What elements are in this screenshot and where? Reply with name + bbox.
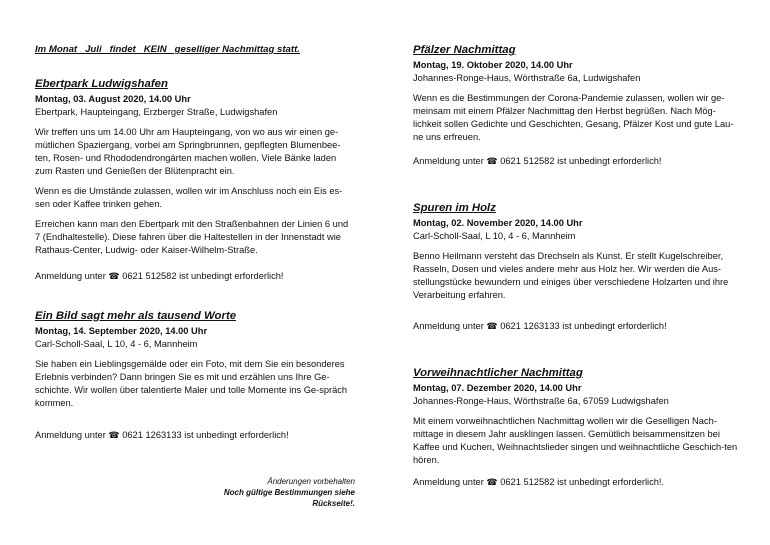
event-title: Pfälzer Nachmittag	[413, 44, 516, 56]
event-ebertpark	[35, 78, 355, 264]
event-weihnacht	[413, 367, 743, 474]
event-description: Sie haben ein Lieblingsgemälde oder ein Foto, mit dem Sie ein besonderes Erlebnis verbinden? Dann bringen Sie es mit und erzählen uns Ihre Ge-schichte. Wir wollen über talentierte Maler und tolle Momente ins Ge-spräch kommen.	[35, 359, 348, 408]
event-description: Erreichen kann man den Ebertpark mit den Straßenbahnen der Linien 6 und 7 (Endhaltestelle). Diese fahren über die Haltestellen in der Innenstadt wie Rathaus-Center, Ludwig- oder Kaiser-Wilhelm-Straße.	[35, 219, 349, 255]
event-place: Johannes-Ronge-Haus, Wörthstraße 6a, 67059 Ludwigshafen	[413, 395, 669, 406]
telephone-icon: ☎	[486, 321, 498, 331]
event-description: Wenn es die Umstände zulassen, wollen wir im Anschluss noch ein Eis es-sen oder Kaffee trinken gehen.	[35, 186, 343, 209]
registration-suffix: ist unbedingt erforderlich!	[179, 271, 284, 281]
phone-number: 0621 512582	[500, 477, 555, 487]
registration-line	[413, 155, 743, 168]
event-place: Carl-Scholl-Saal, L 10, 4 - 6, Mannheim	[413, 230, 576, 241]
telephone-icon: ☎	[486, 477, 498, 487]
phone-number: 0621 512582	[500, 156, 555, 166]
event-date: Montag, 07. Dezember 2020, 14.00 Uhr	[413, 383, 582, 393]
registration-prefix: Anmeldung unter	[35, 430, 106, 440]
footer-changes: Änderungen vorbehalten	[267, 477, 355, 486]
phone-number: 0621 1263133	[500, 321, 560, 331]
event-title: Ein Bild sagt mehr als tausend Worte	[35, 310, 237, 322]
event-pfaelzer	[413, 44, 743, 151]
registration-prefix: Anmeldung unter	[413, 321, 484, 331]
registration-suffix: ist unbedingt erforderlich!	[184, 430, 289, 440]
event-description: Wir treffen uns um 14.00 Uhr am Haupteingang, von wo aus wir einen ge-mütlichen Spaziergang, vorbei am Springbrunnen, gepflegten Blumenbee-ten, Rosen- und Rhododendrongärten machen wollen. Viele Bänke laden zum Rasten und Genießen der Blütenpracht ein.	[35, 127, 341, 176]
event-date: Montag, 14. September 2020, 14.00 Uhr	[35, 326, 208, 336]
event-place: Ebertpark, Haupteingang, Erzberger Straße, Ludwigshafen	[35, 106, 278, 117]
event-title: Spuren im Holz	[413, 202, 496, 214]
event-spuren	[413, 202, 743, 309]
registration-suffix: ist unbedingt erforderlich!	[557, 156, 662, 166]
registration-prefix: Anmeldung unter	[35, 271, 106, 281]
registration-prefix: Anmeldung unter	[413, 477, 484, 487]
registration-suffix: ist unbedingt erforderlich!.	[557, 477, 665, 487]
registration-line	[35, 270, 355, 283]
telephone-icon: ☎	[108, 430, 120, 440]
event-description: Wenn es die Bestimmungen der Corona-Pandemie zulassen, wollen wir ge-meinsam mit einem Pfälzer Nachmittag den Herbst begrüßen. Nach Mög-lichkeit sollen Gedichte und Geschichten, Gesang, Pfälzer Kost und gute Lau-ne uns erfreuen.	[413, 93, 734, 142]
event-description: Mit einem vorweihnachtlichen Nachmittag wollen wir die Geselligen Nach-mittage in diesem Jahr ausklingen lassen. Gemütlich beisammensitzen bei Kaffee und Kuchen, Weihnachtslieder singen und weihnachtliche Geschich-ten hören.	[413, 416, 738, 465]
registration-line	[35, 429, 355, 442]
event-place: Carl-Scholl-Saal, L 10, 4 - 6, Mannheim	[35, 338, 198, 349]
event-title: Ebertpark Ludwigshafen	[35, 78, 168, 90]
event-date: Montag, 02. November 2020, 14.00 Uhr	[413, 218, 583, 228]
event-date: Montag, 03. August 2020, 14.00 Uhr	[35, 94, 191, 104]
phone-number: 0621 1263133	[122, 430, 182, 440]
telephone-icon: ☎	[486, 156, 498, 166]
registration-line	[413, 476, 743, 489]
event-description: Benno Heilmann versteht das Drechseln als Kunst. Er stellt Kugelschreiber, Rasseln, Dosen und vieles andere mehr aus Holz her. Wir werden die Aus-stellungstücke bewundern und einiges über verschiedene Holzarten und ihre Verarbeitung erfahren.	[413, 251, 729, 300]
footer-rules: Noch gültige Bestimmungen siehe Rückseite!.	[223, 488, 355, 508]
registration-suffix: ist unbedingt erforderlich!	[562, 321, 667, 331]
footer-note	[180, 476, 355, 509]
registration-prefix: Anmeldung unter	[413, 156, 484, 166]
phone-number: 0621 512582	[122, 271, 177, 281]
event-title: Vorweihnachtlicher Nachmittag	[413, 367, 583, 379]
telephone-icon: ☎	[108, 271, 120, 281]
event-bild	[35, 310, 355, 417]
event-place: Johannes-Ronge-Haus, Wörthstraße 6a, Ludwigshafen	[413, 72, 641, 83]
registration-line	[413, 320, 743, 333]
event-date: Montag, 19. Oktober 2020, 14.00 Uhr	[413, 60, 573, 70]
july-notice: Im Monat Juli findet KEIN geselliger Nachmittag statt.	[35, 44, 300, 55]
